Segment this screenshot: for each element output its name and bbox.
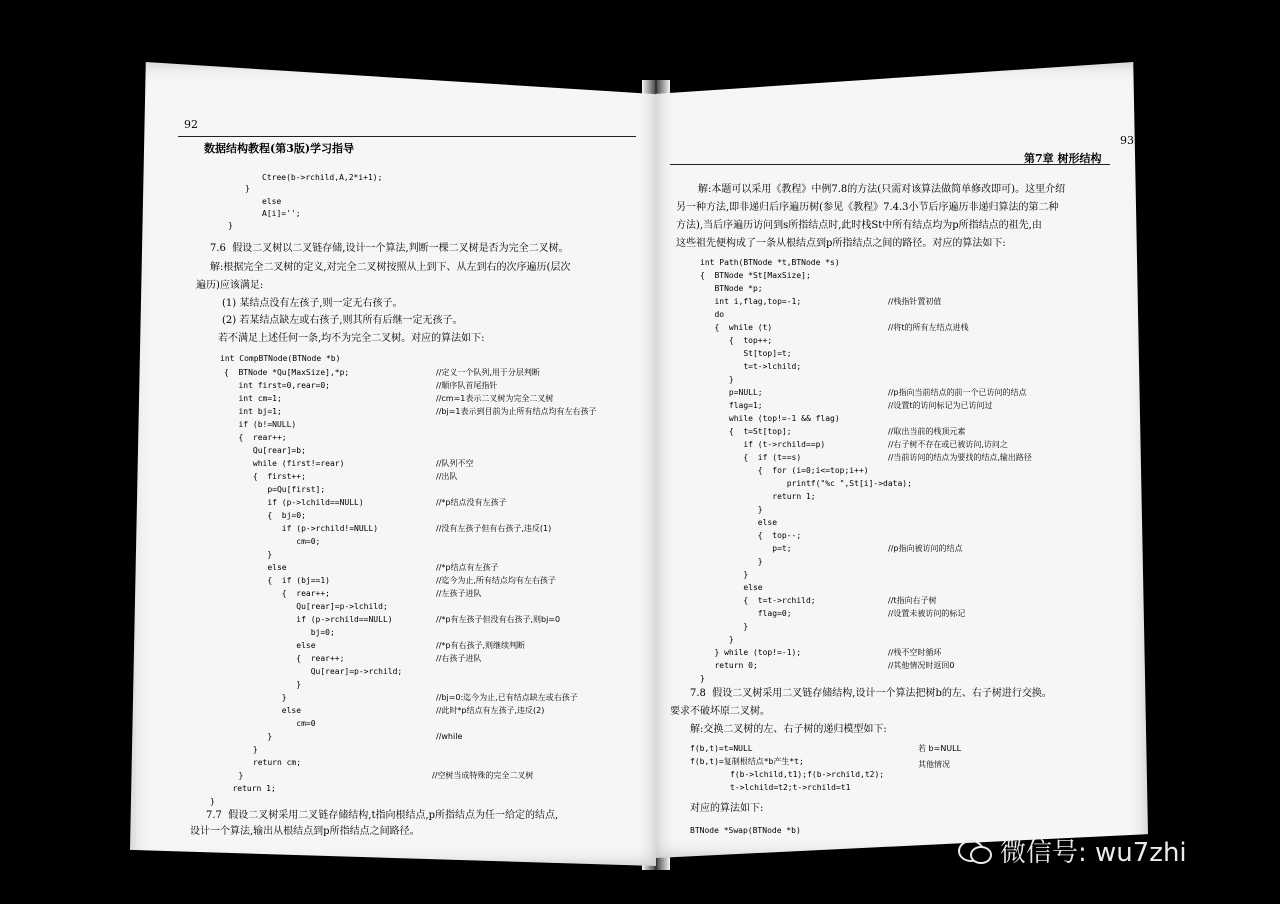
prose-line: 7.8 假设二叉树采用二叉链存储结构,设计一个算法把树b的左、右子树进行交换。: [690, 688, 1052, 699]
code-comment: //顺序队首尾指针: [436, 381, 498, 390]
code-line: f(b,t)=复制根结点*b产生*t;: [690, 757, 804, 766]
prose-line: 解:本题可以采用《教程》中例7.8的方法(只需对该算法做简单修改即可)。这里介绍: [698, 184, 1066, 195]
code-line: return cm;: [224, 758, 302, 767]
code-line: else: [224, 563, 287, 572]
code-line: cm=0: [224, 719, 316, 728]
code-line: }: [224, 693, 287, 702]
code-line: t=t->lchild;: [700, 362, 802, 371]
code-line: int cm=1;: [224, 394, 282, 403]
code-comment: //取出当前的栈顶元素: [888, 427, 966, 436]
code-comment: //此时*p结点有左孩子,违反(2): [436, 706, 545, 715]
code-comment: //右子树不存在或已被访问,访问之: [888, 440, 1008, 449]
code-comment: //栈不空时循环: [888, 648, 942, 657]
code-comment: //右孩子进队: [436, 654, 482, 663]
code-line: { top++;: [700, 336, 773, 345]
code-comment: //当前访问的结点为要找的结点,输出路径: [888, 453, 1032, 462]
code-line: while (first!=rear): [224, 459, 345, 468]
code-comment: //bj=0:迄今为止,已有结点缺左或右孩子: [436, 693, 578, 702]
code-line: while (top!=-1 && flag): [700, 414, 840, 423]
code-line: return 1;: [700, 492, 816, 501]
code-line: t->lchild=t2;t->rchild=t1: [730, 783, 851, 792]
code-comment: //空树当成特殊的完全二叉树: [432, 771, 534, 780]
code-line: if (b!=NULL): [224, 420, 297, 429]
prose-line: 这些祖先便构成了一条从根结点到p所指结点之间的路径。对应的算法如下:: [676, 238, 1006, 249]
code-line: else: [224, 641, 316, 650]
prose-line: 7.7 假设二叉树采用二叉链存储结构,t指向根结点,p所指结点为任一给定的结点,: [206, 810, 559, 821]
code-line: }: [700, 505, 763, 514]
code-line: int CompBTNode(BTNode *b): [220, 354, 341, 363]
left-header-rule: [178, 136, 636, 137]
code-line: { bj=0;: [224, 511, 306, 520]
code-comment: //while: [436, 732, 463, 741]
code-line: flag=0;: [700, 609, 792, 618]
code-line: }: [700, 570, 749, 579]
code-line: int first=0,rear=0;: [224, 381, 330, 390]
code-line: { BTNode *Qu[MaxSize],*p;: [224, 368, 350, 377]
code-comment: //左孩子进队: [436, 589, 482, 598]
code-comment: //设置t的访问标记为已访问过: [888, 401, 993, 410]
code-line: }: [700, 635, 734, 644]
code-line: Qu[rear]=b;: [224, 446, 306, 455]
code-line: BTNode *Swap(BTNode *b): [690, 826, 801, 835]
code-line: do: [700, 310, 725, 319]
code-comment: //*p结点有左孩子: [436, 563, 499, 572]
code-line: { for (i=0;i<=top;i++): [700, 466, 869, 475]
code-line: { if (t==s): [700, 453, 802, 462]
code-line: int bj=1;: [224, 407, 282, 416]
code-line: Qu[rear]=p->rchild;: [224, 667, 403, 676]
code-line: return 0;: [700, 661, 758, 670]
code-comment: 若 b=NULL: [918, 744, 962, 753]
code-comment: //将t的所有左结点进栈: [888, 323, 969, 332]
code-line: }: [224, 550, 273, 559]
prose-line: 遍历)应该满足:: [196, 280, 264, 291]
code-comment: //迄今为止,所有结点均有左右孩子: [436, 576, 556, 585]
code-line: else: [224, 706, 302, 715]
code-comment: //*p有右孩子,则继续判断: [436, 641, 526, 650]
code-line: { rear++;: [224, 589, 330, 598]
code-comment: //p指向被访问的结点: [888, 544, 963, 553]
code-comment: //cm=1表示二叉树为完全二叉树: [436, 394, 554, 403]
code-line: Qu[rear]=p->lchild;: [224, 602, 388, 611]
code-line: printf("%c ",St[i]->data);: [700, 479, 912, 488]
left-header-title: 数据结构教程(第3版)学习指导: [204, 142, 355, 155]
prose-line: 对应的算法如下:: [690, 803, 764, 814]
code-line: else: [262, 197, 282, 206]
prose-line: 解:交换二叉树的左、右子树的递归模型如下:: [690, 724, 887, 735]
code-comment: //没有左孩子但有右孩子,违反(1): [436, 524, 552, 533]
code-line: } while (top!=-1);: [700, 648, 802, 657]
code-comment: //栈指针置初值: [888, 297, 942, 306]
code-line: }: [228, 221, 233, 230]
code-line: if (p->rchild==NULL): [224, 615, 393, 624]
code-line: }: [700, 622, 749, 631]
code-line: }: [210, 797, 215, 806]
right-page-number: 93: [1120, 134, 1134, 147]
code-line: }: [224, 745, 258, 754]
code-line: }: [224, 680, 302, 689]
prose-line: 方法),当后序遍历访问到s所指结点时,此时栈St中所有结点均为p所指结点的祖先,由: [676, 220, 1042, 231]
code-comment: //*p有左孩子但没有右孩子,则bj=0: [436, 615, 561, 624]
code-line: f(b,t)=t=NULL: [690, 744, 753, 753]
code-line: if (p->lchild==NULL): [224, 498, 364, 507]
left-page-number: 92: [184, 118, 198, 131]
prose-line: 要求不破坏原二叉树。: [670, 706, 770, 717]
code-line: else: [700, 583, 763, 592]
code-line: A[i]='';: [262, 209, 301, 218]
code-line: { BTNode *St[MaxSize];: [700, 271, 811, 280]
prose-line: 另一种方法,即非递归后序遍历树(参见《教程》7.4.3小节后序遍历非递归算法的第二种: [676, 202, 1059, 213]
code-line: cm=0;: [224, 537, 321, 546]
code-line: int i,flag,top=-1;: [700, 297, 802, 306]
code-line: { top--;: [700, 531, 802, 540]
code-line: p=Qu[first];: [224, 485, 326, 494]
code-line: }: [700, 375, 734, 384]
code-line: }: [245, 184, 250, 193]
code-line: if (p->rchild!=NULL): [224, 524, 379, 533]
code-comment: //出队: [436, 472, 458, 481]
wechat-watermark: [958, 830, 1248, 870]
prose-line: 7.6 假设二叉树以二叉链存储,设计一个算法,判断一棵二叉树是否为完全二叉树。: [210, 243, 569, 254]
code-line: { first++;: [224, 472, 306, 481]
code-comment: //*p结点没有左孩子: [436, 498, 507, 507]
code-comment: //定义一个队列,用于分层判断: [436, 368, 540, 377]
code-line: }: [700, 674, 705, 683]
code-line: return 1;: [218, 784, 276, 793]
code-line: { if (bj==1): [224, 576, 330, 585]
code-line: Ctree(b->rchild,A,2*i+1);: [262, 173, 383, 182]
prose-line: (2) 若某结点缺左或右孩子,则其所有后继一定无孩子。: [222, 315, 463, 326]
code-line: }: [224, 771, 244, 780]
prose-line: (1) 某结点没有左孩子,则一定无右孩子。: [222, 298, 403, 309]
code-line: }: [700, 557, 763, 566]
code-line: BTNode *p;: [700, 284, 763, 293]
code-line: St[top]=t;: [700, 349, 792, 358]
right-header-title: 第7章 树形结构: [1024, 152, 1102, 165]
code-line: }: [224, 732, 273, 741]
code-line: p=t;: [700, 544, 792, 553]
prose-line: 解:根据完全二叉树的定义,对完全二叉树按照从上到下、从左到右的次序遍历(层次: [210, 262, 571, 273]
code-line: { while (t): [700, 323, 773, 332]
code-line: f(b->lchild,t1);f(b->rchild,t2);: [730, 770, 885, 779]
code-comment: //队列不空: [436, 459, 474, 468]
code-line: flag=1;: [700, 401, 763, 410]
code-line: bj=0;: [224, 628, 335, 637]
code-comment: //t指向右子树: [888, 596, 937, 605]
code-line: else: [700, 518, 778, 527]
code-line: { t=St[top];: [700, 427, 792, 436]
prose-line: 若不满足上述任何一条,均不为完全二叉树。对应的算法如下:: [218, 333, 485, 344]
left-page: [130, 62, 656, 866]
prose-line: 设计一个算法,输出从根结点到p所指结点之间路径。: [190, 826, 420, 837]
code-comment: 其他情况: [918, 760, 950, 769]
wechat-icon: [958, 836, 992, 864]
code-line: if (t->rchild==p): [700, 440, 826, 449]
code-comment: //bj=1表示到目前为止所有结点均有左右孩子: [436, 407, 597, 416]
code-line: { t=t->rchild;: [700, 596, 816, 605]
code-line: { rear++;: [224, 654, 345, 663]
code-comment: //p指向当前结点的前一个已访问的结点: [888, 388, 1027, 397]
code-comment: //设置未被访问的标记: [888, 609, 966, 618]
code-line: int Path(BTNode *t,BTNode *s): [700, 258, 840, 267]
code-line: { rear++;: [224, 433, 287, 442]
code-comment: //其他情况时返回0: [888, 661, 955, 670]
code-line: p=NULL;: [700, 388, 763, 397]
watermark-text: 微信号: wu7zhi: [1000, 837, 1187, 868]
